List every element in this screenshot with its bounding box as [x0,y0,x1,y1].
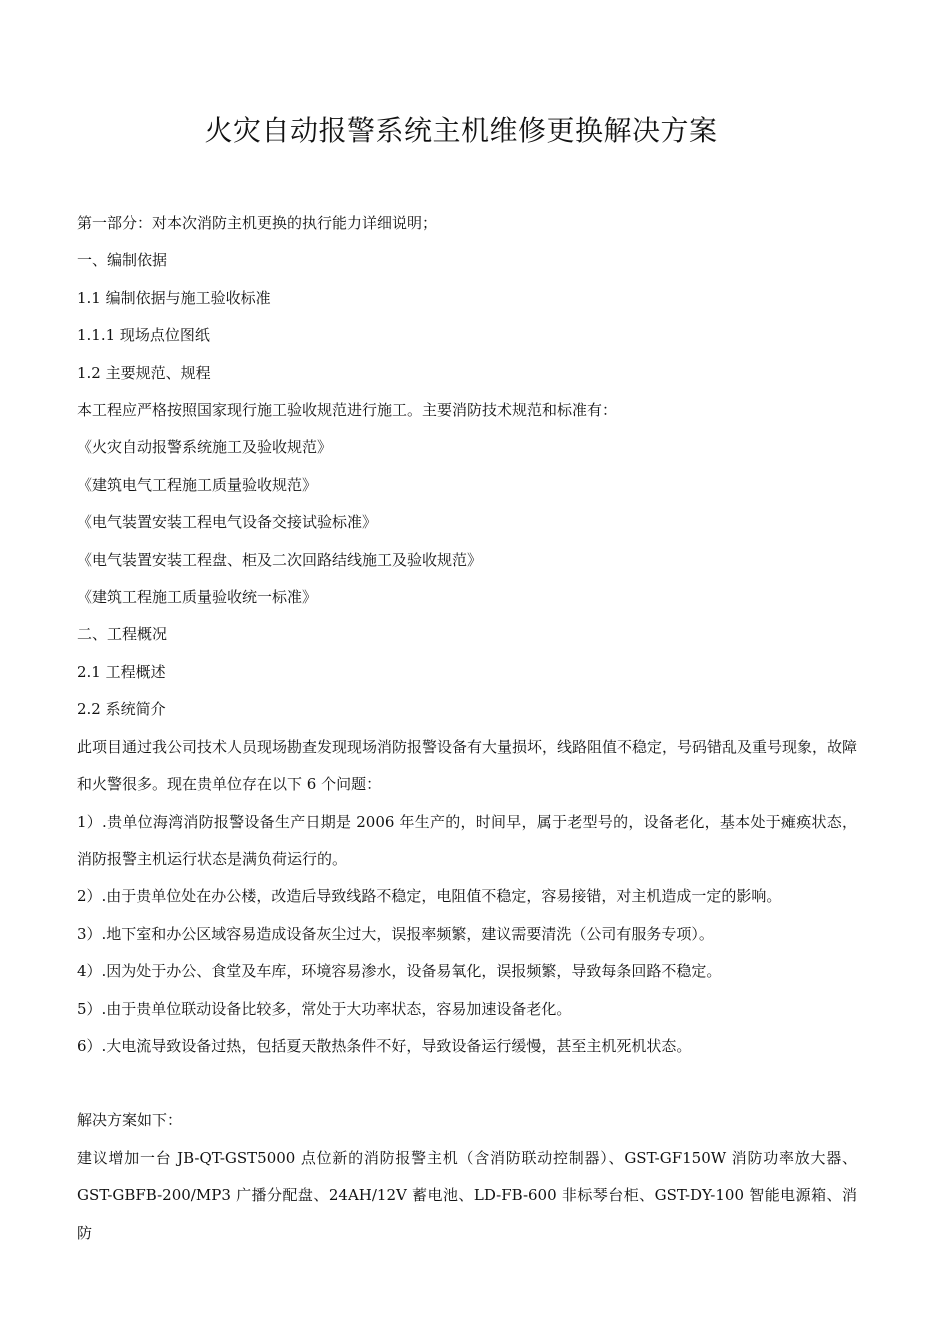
section-heading: 一、编制依据 [77,251,168,270]
paragraph: 本工程应严格按照国家现行施工验收规范进行施工。主要消防技术规范和标准有： [77,401,618,420]
section-heading: 二、工程概况 [77,625,168,644]
document-body [77,205,857,1252]
problem-item: 3）.地下室和办公区域容易造成设备灰尘过大，误报率频繁，建议需要清洗（公司有服务专项）。 [77,924,714,943]
standard-item: 《电气装置安装工程电气设备交接试验标准》 [77,513,378,532]
problem-item: 1）.贵单位海湾消防报警设备生产日期是 2006 年生产的，时间早，属于老型号的，设备老化，基本处于瘫痪状态，消防报警主机运行状态是满负荷运行的。 [77,812,857,868]
subsection-heading: 1.1.1 现场点位图纸 [77,326,210,345]
paragraph-spacer [77,1065,857,1102]
paragraph: 第一部分：对本次消防主机更换的执行能力详细说明； [77,214,438,232]
problem-item: 4）.因为处于办公、食堂及车库，环境容易渗水，设备易氧化，误报频繁，导致每条回路不稳定。 [77,962,722,981]
problem-item: 5）.由于贵单位联动设备比较多，常处于大功率状态，容易加速设备老化。 [77,999,572,1018]
document-title: 火灾自动报警系统主机维修更换解决方案 [204,114,718,147]
solution-heading: 解决方案如下： [77,1111,183,1130]
subsection-heading: 2.2 系统简介 [77,700,166,719]
standard-item: 《建筑电气工程施工质量验收规范》 [77,475,318,494]
standard-item: 《火灾自动报警系统施工及验收规范》 [77,438,333,457]
problem-item: 6）.大电流导致设备过热，包括夏天散热条件不好，导致设备运行缓慢，甚至主机死机状态。 [77,1036,692,1055]
paragraph: 建议增加一台 JB-QT-GST5000 点位新的消防报警主机（含消防联动控制器）、GST-GF150W 消防功率放大器、GST-GBFB-200/MP3 广播分配盘、24AH/12V 蓄电池、LD-FB-600 非标琴台柜、GST-DY-100 智能电源箱、消防 [77,1148,857,1242]
standard-item: 《电气装置安装工程盘、柜及二次回路结线施工及验收规范》 [77,550,483,569]
subsection-heading: 1.1 编制依据与施工验收标准 [77,288,271,307]
paragraph: 此项目通过我公司技术人员现场勘查发现现场消防报警设备有大量损坏，线路阻值不稳定，号码错乱及重号现象，故障和火警很多。现在贵单位存在以下 6 个问题： [77,737,858,794]
standard-item: 《建筑工程施工质量验收统一标准》 [77,588,318,607]
problem-item: 2）.由于贵单位处在办公楼，改造后导致线路不稳定，电阻值不稳定，容易接错，对主机造成一定的影响。 [77,887,782,906]
subsection-heading: 2.1 工程概述 [77,662,166,681]
subsection-heading: 1.2 主要规范、规程 [77,363,211,382]
